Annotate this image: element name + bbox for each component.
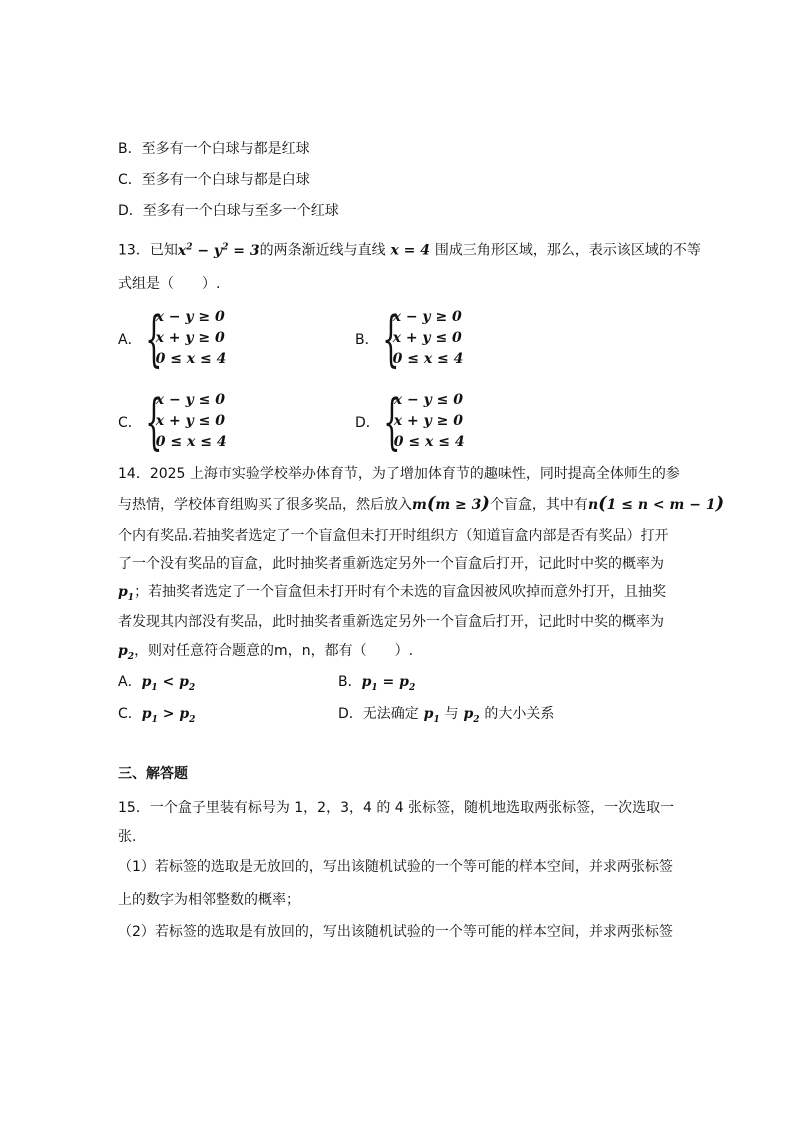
q14-line5: $p_1$；若抽奖者选定了一个盲盒但未打开时有个未选的盲盒因被风吹掉而意外打开，且抽奖: [118, 584, 667, 603]
q12-option-d: D．至多有一个白球与至多一个红球: [118, 203, 339, 219]
brace-icon: {: [144, 303, 163, 374]
m-condition: m(m ≥ 3): [412, 493, 490, 514]
brace-icon: {: [381, 303, 400, 374]
q14-option-a: A．$p_1 < p_2$: [118, 674, 196, 693]
q13-stem-line2: 式组是（ ）.: [118, 276, 221, 292]
p2-symbol: $p_2$: [118, 643, 135, 662]
option-a-math: $p_1 < p_2$: [141, 674, 196, 693]
line-equation: x = 4: [385, 242, 435, 259]
q14-line3: 个内有奖品.若抽奖者选定了一个盲盒但未打开时组织方（知道盲盒内部是否有奖品）打开: [118, 528, 669, 544]
q13-option-c: C． { x − y ≤ 0 x + y ≤ 0 0 ≤ x ≤ 4: [118, 386, 227, 457]
q15-line1: 15．一个盒子里装有标号为 1，2，3，4 的 4 张标签，随机地选取两张标签，一次选取一: [118, 800, 675, 816]
q14-line7: $p_2$，则对任意符合题意的m，n，都有（ ）.: [118, 643, 414, 662]
n-condition: n(1 ≤ n < m − 1): [587, 493, 725, 514]
q13-stem-line1: 13．已知$x^2 - y^2 = 3$的两条渐近线与直线 x = 4 围成三角形区域，那么，表示该区域的不等: [118, 242, 701, 259]
q13-option-d: D． { x − y ≤ 0 x + y ≥ 0 0 ≤ x ≤ 4: [355, 386, 465, 457]
q14-option-b: B．$p_1 = p_2$: [338, 674, 416, 693]
section-heading: 三、解答题: [118, 766, 188, 782]
q13-option-a: A． { x − y ≥ 0 x + y ≥ 0 0 ≤ x ≤ 4: [118, 303, 227, 374]
option-d-p2: $p_2$: [458, 706, 480, 725]
q13-option-b: B． { x − y ≥ 0 x + y ≤ 0 0 ≤ x ≤ 4: [355, 303, 464, 374]
q15-line5: （2）若标签的选取是有放回的，写出该随机试验的一个等可能的样本空间，并求两张标签: [118, 924, 673, 940]
q15-line4: 上的数字为相邻整数的概率；: [118, 892, 300, 908]
option-c-math: $p_1 > p_2$: [141, 706, 196, 725]
q14-line1: 14．2025 上海市实验学校举办体育节，为了增加体育节的趣味性，同时提高全体师生的参: [118, 466, 680, 482]
q14-line4: 了一个没有奖品的盲盒，此时抽奖者重新选定另外一个盲盒后打开，记此时中奖的概率为: [118, 556, 664, 572]
q15-line3: （1）若标签的选取是无放回的，写出该随机试验的一个等可能的样本空间，并求两张标签: [118, 859, 673, 875]
option-d-p1: $p_1$: [418, 706, 440, 725]
option-b-math: $p_1 = p_2$: [361, 674, 416, 693]
q12-option-c: C．至多有一个白球与都是白球: [118, 172, 310, 188]
q14-line2: 与热情，学校体育组购买了很多奖品，然后放入m(m ≥ 3)个盲盒，其中有n(1 ≤ n < m − 1): [118, 493, 725, 514]
brace-icon: {: [145, 386, 163, 457]
q14-option-c: C．$p_1 > p_2$: [118, 706, 196, 725]
q15-line2: 张.: [118, 829, 137, 845]
q12-option-b: B．至多有一个白球与都是红球: [118, 141, 310, 157]
brace-icon: {: [383, 386, 401, 457]
q14-line6: 者发现其内部没有奖品，此时抽奖者重新选定另外一个盲盒后打开，记此时中奖的概率为: [118, 614, 664, 630]
q14-option-d: D．无法确定 $p_1$ 与 $p_2$ 的大小关系: [338, 706, 555, 725]
p1-symbol: $p_1$: [118, 584, 135, 603]
hyperbola-equation: $x^2 - y^2 = 3$: [177, 242, 260, 259]
